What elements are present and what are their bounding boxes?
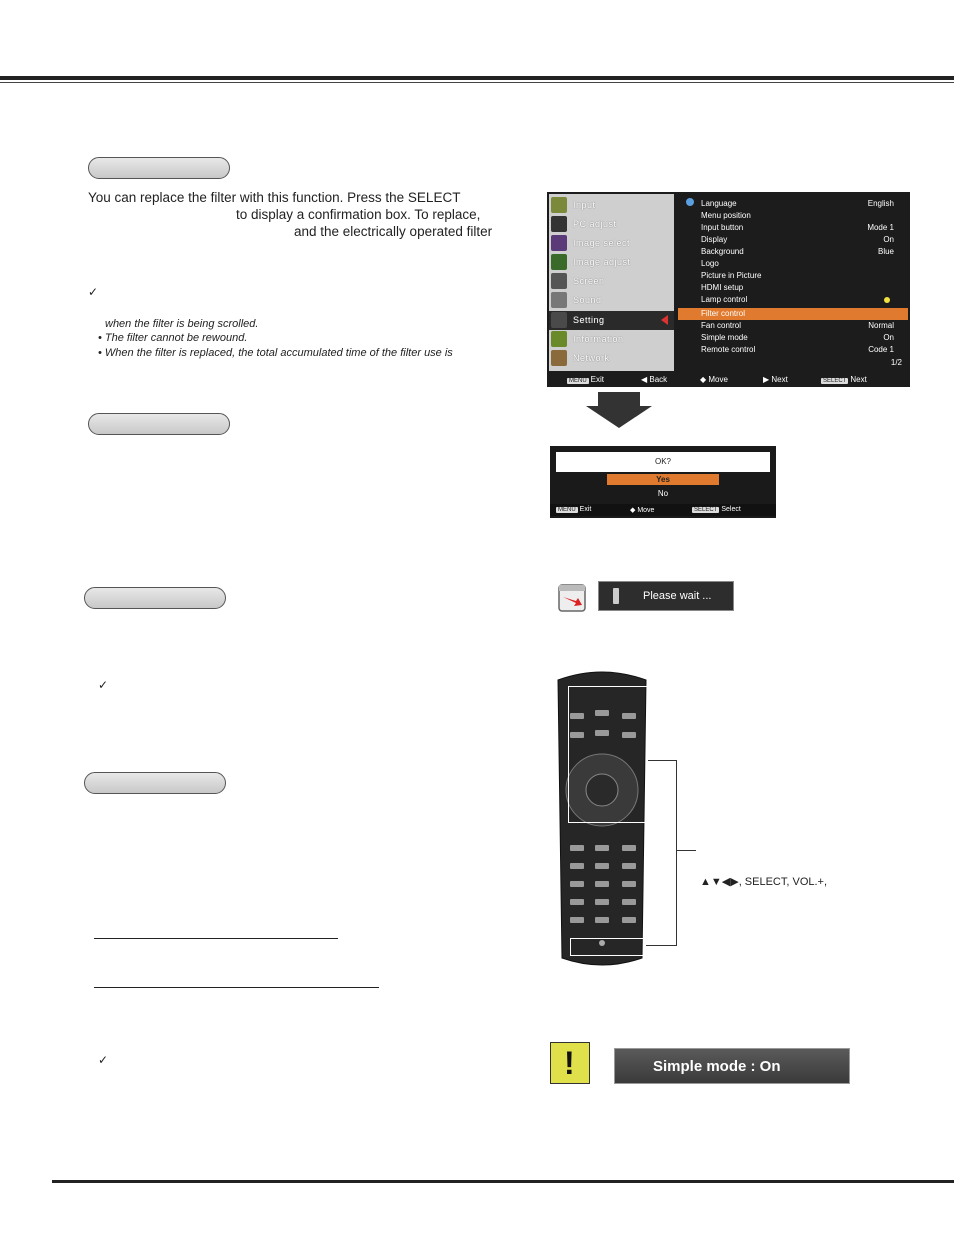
check-icon: ✓	[98, 678, 109, 692]
section-heading-pill	[88, 157, 230, 179]
note-line-3: • When the filter is replaced, the total accumulated time of the filter use is	[98, 347, 453, 359]
setting-menu-screenshot	[547, 192, 910, 387]
input-icon	[551, 197, 567, 213]
callout-line	[646, 945, 677, 946]
menu-item-sound[interactable]: Sound	[549, 291, 674, 310]
menu-item-pc-adjust[interactable]: PC adjust	[549, 215, 674, 234]
menu-item-information[interactable]: Information	[549, 330, 674, 349]
footer-move: ◆ Move	[700, 375, 728, 384]
image-select-icon	[551, 235, 567, 251]
submenu-row-language[interactable]: Language English	[701, 199, 894, 208]
underline	[94, 987, 379, 988]
setting-icon	[551, 312, 567, 328]
check-icon: ✓	[98, 1053, 109, 1067]
menu-item-input[interactable]: Input	[549, 196, 674, 215]
dialog-yes-option[interactable]: Yes	[607, 474, 719, 485]
check-icon: ✓	[88, 285, 99, 299]
intro-line-3: and the electrically operated filter	[294, 224, 493, 239]
submenu-row-remote-control[interactable]: Remote control Code 1	[701, 345, 894, 354]
lamp-icon	[884, 297, 890, 303]
bottom-rule	[52, 1180, 954, 1183]
menu-item-setting[interactable]: Setting	[549, 311, 674, 330]
top-rule-thin	[0, 82, 954, 83]
submenu-row-simple-mode[interactable]: Simple mode On	[701, 333, 894, 342]
down-arrow-head-icon	[586, 406, 652, 428]
footer-next: SELECT Next	[823, 375, 867, 384]
simple-mode-banner	[614, 1048, 850, 1084]
intro-line-2: to display a confirmation box. To replace,	[236, 207, 481, 222]
submenu-row-fan-control[interactable]: Fan control Normal	[701, 321, 894, 330]
underline	[94, 938, 338, 939]
submenu-row-logo[interactable]: Logo	[701, 259, 719, 268]
footer-back: ◀ Back	[641, 375, 668, 384]
pc-adjust-icon	[551, 216, 567, 232]
down-arrow-icon	[598, 392, 640, 406]
note-line-1: when the filter is being scrolled.	[105, 318, 259, 330]
callout-line	[648, 760, 676, 761]
dialog-no-option[interactable]: No	[657, 489, 669, 498]
please-wait-banner	[598, 581, 734, 611]
information-icon	[551, 331, 567, 347]
intro-line-1: You can replace the filter with this function. Press the SELECT	[88, 190, 461, 205]
image-adjust-icon	[551, 254, 567, 270]
submenu-row-lamp-control[interactable]: Lamp control	[678, 294, 908, 306]
please-wait-label: Please wait ...	[643, 590, 712, 602]
submenu-row-pip[interactable]: Picture in Picture	[701, 271, 762, 280]
submenu-row-input-button[interactable]: Input button Mode 1	[701, 223, 894, 232]
caution-icon	[550, 1042, 590, 1084]
screen-icon	[551, 273, 567, 289]
footer-exit: MENU Exit	[569, 375, 605, 384]
menu-item-network[interactable]: Network	[549, 349, 674, 368]
hourglass-icon	[613, 588, 619, 604]
section-heading-pill	[88, 413, 230, 435]
dialog-title: OK?	[556, 452, 770, 472]
simple-mode-label: Simple mode : On	[653, 1058, 781, 1075]
callout-line	[676, 760, 677, 946]
remote-callout-box-lower	[570, 938, 646, 956]
remote-buttons-label: ▲▼◀▶, SELECT, VOL.+,	[700, 876, 828, 888]
top-rule	[0, 76, 954, 80]
page-indicator: 1/2	[890, 358, 902, 367]
caution-glyph: !	[564, 1045, 575, 1081]
submenu-row-menu-position[interactable]: Menu position	[701, 211, 751, 220]
selected-arrow-icon	[661, 315, 668, 325]
remote-callout-box-upper	[568, 686, 648, 823]
submenu-row-hdmi-setup[interactable]: HDMI setup	[701, 283, 744, 292]
submenu-row-filter-control[interactable]: Filter control	[678, 308, 908, 320]
section-heading-pill	[84, 587, 226, 609]
confirmation-dialog	[550, 446, 776, 518]
sound-icon	[551, 292, 567, 308]
section-heading-pill	[84, 772, 226, 794]
menu-item-image-adjust[interactable]: Image adjust	[549, 253, 674, 272]
filter-replace-icon	[556, 581, 588, 613]
dialog-footer-exit: MENU Exit	[558, 506, 592, 513]
callout-line	[676, 850, 696, 851]
menu-footer	[547, 373, 910, 387]
menu-main-list	[549, 194, 674, 371]
menu-item-image-select[interactable]: Image select	[549, 234, 674, 253]
submenu-row-display[interactable]: Display On	[701, 235, 894, 244]
dialog-footer-move: ◆ Move	[630, 507, 655, 514]
dialog-footer	[550, 504, 776, 516]
submenu-row-background[interactable]: Background Blue	[701, 247, 894, 256]
note-line-2: • The filter cannot be rewound.	[98, 332, 248, 344]
dialog-footer-select: SELECT Select	[694, 506, 741, 513]
footer-next-arrow: ▶ Next	[763, 375, 788, 384]
setting-submenu	[678, 194, 908, 371]
menu-item-screen[interactable]: Screen	[549, 272, 674, 291]
network-icon	[551, 350, 567, 366]
